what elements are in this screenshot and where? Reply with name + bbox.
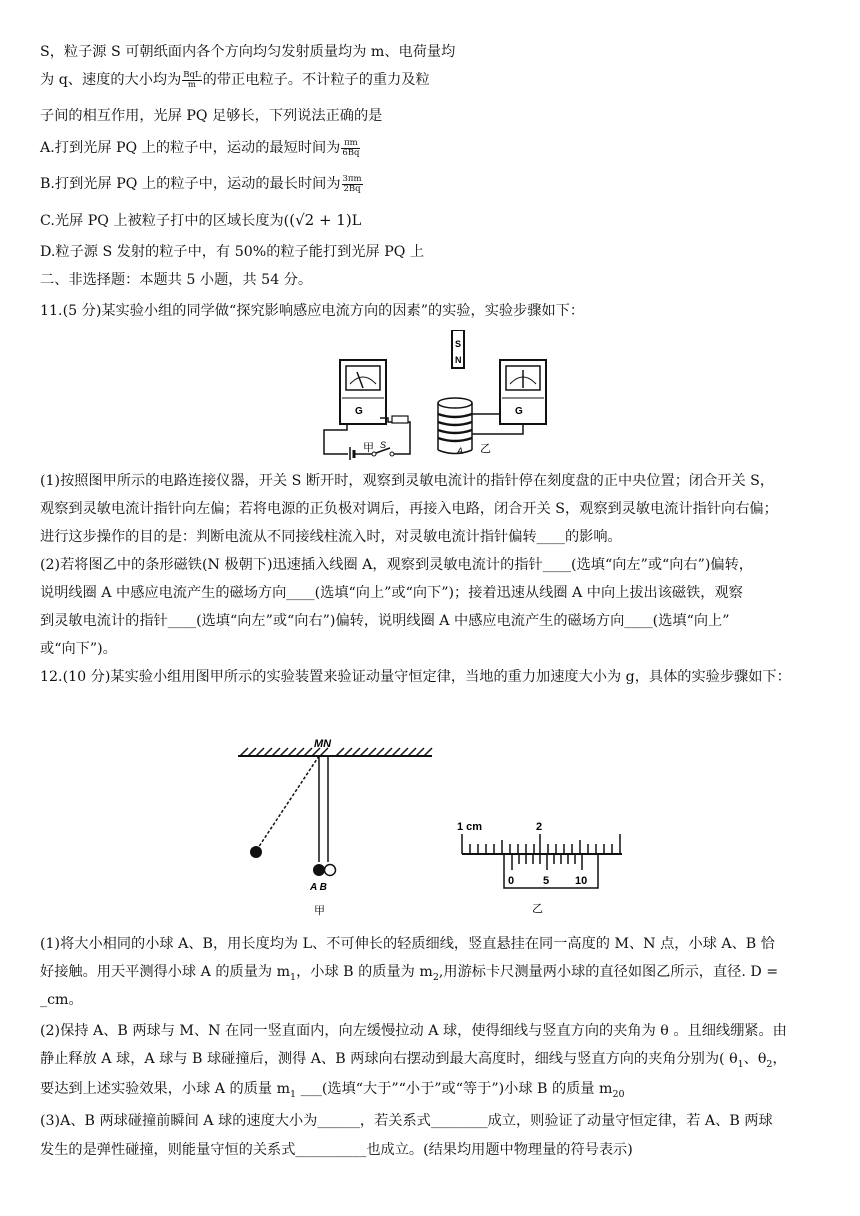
coil-label: A xyxy=(457,446,464,456)
mn-label: MN xyxy=(314,738,332,750)
vernier-ticks xyxy=(512,854,582,870)
coil-windings xyxy=(438,414,472,441)
q11-figure xyxy=(310,330,550,460)
q12-pendulum-figure xyxy=(236,694,436,920)
vernier-0: 0 xyxy=(508,875,515,887)
magnet-n-label: N xyxy=(455,355,462,365)
q10-option-c: C.光屏 PQ 上被粒子打中的区域长度为((√2 + 1)L xyxy=(40,211,362,229)
q10-line-3: 子间的相互作用，光屏 PQ 足够长，下列说法正确的是 xyxy=(40,108,383,124)
resistor xyxy=(392,416,408,423)
ab-label: A B xyxy=(310,882,327,893)
string-displaced xyxy=(258,756,319,848)
q10-line-2-a: 为 q、速度的大小均为 xyxy=(40,72,182,88)
label-yi: 乙 xyxy=(480,443,491,455)
q10-option-a-fraction: $\frac{\pi m}{6Bq}$ xyxy=(342,137,360,158)
ball-b xyxy=(325,865,336,876)
q12-part1-line-1: (1)将大小相同的小球 A、B，用长度均为 L、不可伸长的轻质细线，竖直悬挂在同一高度的 M、N 点，小球 A、B 恰 xyxy=(40,936,775,952)
q12-part1-line-2: 好接触。用天平测得小球 A 的质量为 $m_1$，小球 B 的质量为 $m_2$,用游标卡尺测量两小球的直径如图乙所示，直径. D = xyxy=(40,964,779,983)
galvanometer-yi-symbol: G xyxy=(515,406,523,417)
q11-part2-line-1: (2)若将图乙中的条形磁铁(N 极朝下)迅速插入线圈 A，观察到灵敏电流计的指针____(选填“向左”或“向右”)偏转， xyxy=(40,557,753,573)
vernier-caliper-figure xyxy=(452,812,627,917)
q12-part3-line-2: 发生的是弹性碰撞，则能量守恒的关系式__________也成立。(结果均用题中物理量的符号表示) xyxy=(40,1142,633,1158)
q12-part1-line-3: _cm。 xyxy=(40,992,83,1008)
ball-a xyxy=(313,864,325,876)
q11-part2-line-2: 说明线圈 A 中感应电流产生的磁场方向____(选填“向上”或“向下”)；接着迅速从线圈 A 中向上拔出该磁铁，观察 xyxy=(40,585,743,601)
q11-part1-line-3: 进行这步操作的目的是：判断电流从不同接线柱流入时，对灵敏电流计指针偏转____的影响。 xyxy=(40,529,622,545)
q10-option-a: A.打到光屏 PQ 上的粒子中，运动的最短时间为 $\frac{\pi m}{6Bq}$ xyxy=(40,137,360,158)
label-yi-12: 乙 xyxy=(532,903,543,915)
main-scale-ticks xyxy=(462,834,620,854)
switch-label: S xyxy=(380,440,387,450)
q10-option-d: D.粒子源 S 发射的粒子中，有 50%的粒子能打到光屏 PQ 上 xyxy=(40,244,425,260)
q10-option-b: B.打到光屏 PQ 上的粒子中，运动的最长时间为 $\frac{3\pi m}{2Bq}$ xyxy=(40,173,362,194)
q10-speed-fraction: $\frac{\text{BqL}}{m}$ xyxy=(183,69,201,90)
vernier-5: 5 xyxy=(543,875,550,887)
ceiling-hatching xyxy=(240,748,432,756)
q10-line-1: S，粒子源 S 可朝纸面内各个方向均匀发射质量均为 m、电荷量均 xyxy=(40,44,456,60)
q12-part3-line-1: (3)A、B 两球碰撞前瞬间 A 球的速度大小为______，若关系式________成立，则验证了动量守恒定律，若 A、B 两球 xyxy=(40,1113,773,1129)
vernier-10: 10 xyxy=(575,875,588,887)
q11-part1-line-2: 观察到灵敏电流计指针向左偏；若将电源的正负极对调后，再接入电路，闭合开关 S，观察到灵敏电流计指针向右偏； xyxy=(40,501,778,517)
ball-a-displaced xyxy=(250,846,262,858)
q12-part2-line-3: 要达到上述实验效果，小球 A 的质量 $m_1$ ___(选填“大于”“小于”或“等于”)小球 B 的质量 $m_{20}$ xyxy=(40,1081,625,1100)
label-jia-12: 甲 xyxy=(314,905,325,917)
q11-part2-line-3: 到灵敏电流计的指针____(选填“向左”或“向右”)偏转，说明线圈 A 中感应电流产生的磁场方向____(选填“向上” xyxy=(40,613,730,629)
galvanometer-jia-symbol: G xyxy=(355,406,363,417)
q11-part2-line-4: 或“向下”)。 xyxy=(40,641,117,657)
section-2-heading: 二、非选择题：本题共 5 小题，共 54 分。 xyxy=(40,272,313,288)
caliper-main-2: 2 xyxy=(536,821,543,833)
q12-part2-line-1: (2)保持 A、B 两球与 M、N 在同一竖直面内，向左缓慢拉动 A 球，使得细线与竖直方向的夹角为 θ 。且细线绷紧。由 xyxy=(40,1023,787,1039)
q10-line-2 xyxy=(40,70,822,90)
magnet-s-label: S xyxy=(455,339,462,349)
q12-title: 12.(10 分)某实验小组用图甲所示的实验装置来验证动量守恒定律，当地的重力加速度大小为 g，具体的实验步骤如下： xyxy=(40,669,791,685)
q11-part1-line-1: (1)按照图甲所示的电路连接仪器，开关 S 断开时，观察到灵敏电流计的指针停在刻度盘的正中央位置；闭合开关 S， xyxy=(40,473,775,489)
label-jia: 甲 xyxy=(363,442,374,454)
q11-title: 11.(5 分)某实验小组的同学做“探究影响感应电流方向的因素”的实验，实验步骤如下： xyxy=(40,303,585,319)
q10-line-2-b: 的带正电粒子。不计粒子的重力及粒 xyxy=(202,72,430,88)
q10-option-c-expression: (√2 + 1) xyxy=(289,211,352,229)
caliper-cm-label: 1 cm xyxy=(457,821,483,833)
q12-part2-line-2: 静止释放 A 球，A 球与 B 球碰撞后，测得 A、B 两球向右摆动到最大高度时，细线与竖直方向的夹角分别为( $\theta_1$、$\theta_2$， xyxy=(40,1051,787,1070)
q10-option-b-fraction: $\frac{3\pi m}{2Bq}$ xyxy=(342,173,362,194)
